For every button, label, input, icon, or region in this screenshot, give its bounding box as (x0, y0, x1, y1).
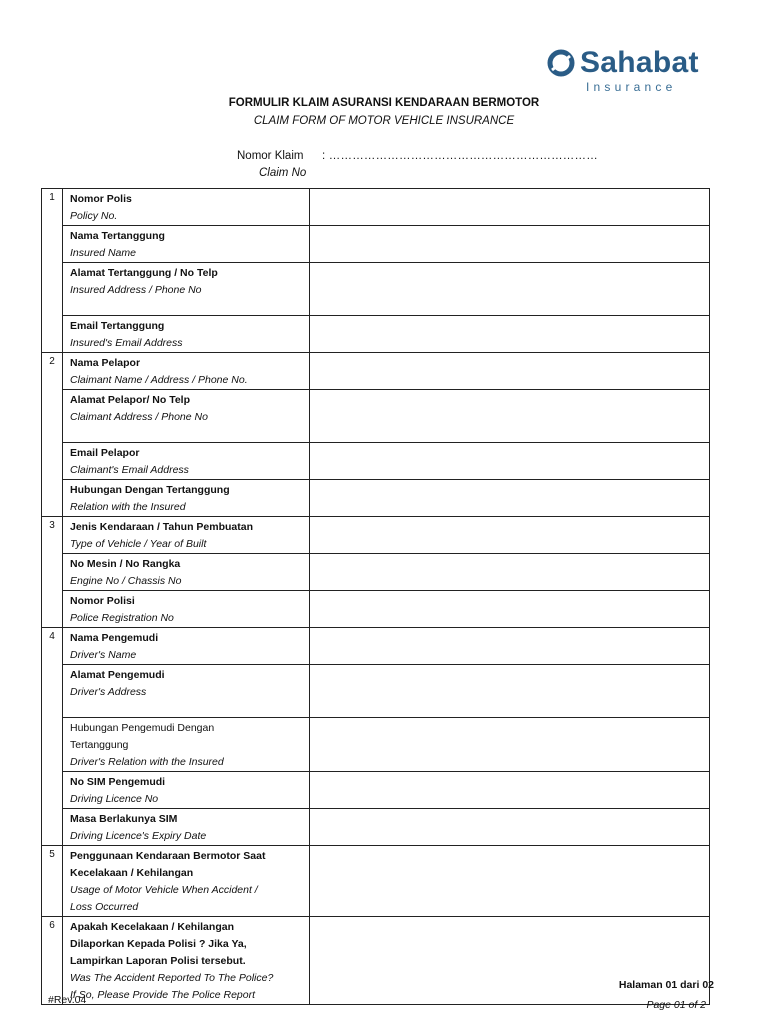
licence-expiry-input[interactable] (310, 809, 710, 846)
claim-number-label-english: Claim No (259, 167, 307, 179)
field-label-en: Driver's Relation with the Insured (70, 756, 224, 768)
field-label-id: Nama Pelapor (70, 357, 141, 369)
logo-subtitle: Insurance (586, 80, 677, 94)
claim-number-label: Nomor Klaim (237, 150, 304, 162)
engine-chassis-input[interactable] (310, 554, 710, 591)
field-label-en: Insured Name (70, 247, 136, 259)
table-row (42, 517, 710, 554)
revision-label: #Rev.04 (48, 994, 87, 1006)
field-label-en: Policy No. (70, 210, 118, 222)
field-label-id: Alamat Tertanggung / No Telp (70, 267, 218, 279)
field-label-id: Apakah Kecelakaan / Kehilangan (70, 921, 234, 933)
field-label-en: If So, Please Provide The Police Report (70, 989, 256, 1001)
field-label-en: Claimant Name / Address / Phone No. (70, 374, 248, 386)
company-logo (546, 44, 706, 98)
field-label-id: Dilaporkan Kepada Polisi ? Jika Ya, (70, 938, 247, 950)
form-title: FORMULIR KLAIM ASURANSI KENDARAAN BERMOTOR (228, 97, 540, 109)
section-number: 3 (42, 517, 63, 628)
driving-licence-input[interactable] (310, 772, 710, 809)
field-label-en: Usage of Motor Vehicle When Accident / (70, 884, 258, 896)
field-label-id: Kecelakaan / Kehilangan (70, 867, 194, 879)
field-label (63, 316, 310, 353)
field-label (63, 189, 310, 226)
insured-email-input[interactable] (310, 316, 710, 353)
driver-relation-input[interactable] (310, 718, 710, 772)
field-label-en: Engine No / Chassis No (70, 575, 182, 587)
section-number: 4 (42, 628, 63, 846)
logo-wordmark: Sahabat (580, 46, 699, 79)
field-label-id: Nomor Polisi (70, 595, 135, 607)
field-label-en: Police Registration No (70, 612, 174, 624)
table-row (42, 665, 710, 718)
section-number: 6 (42, 917, 63, 1005)
field-label-en: Loss Occurred (70, 901, 139, 913)
field-label (63, 772, 310, 809)
table-row (42, 443, 710, 480)
table-row (42, 316, 710, 353)
field-label (63, 517, 310, 554)
relation-with-insured-input[interactable] (310, 480, 710, 517)
section-number: 2 (42, 353, 63, 517)
policy-number-input[interactable] (310, 189, 710, 226)
field-label-en: Driving Licence's Expiry Date (70, 830, 207, 842)
table-row (42, 628, 710, 665)
vehicle-usage-input[interactable] (310, 846, 710, 917)
field-label-id: Nama Tertanggung (70, 230, 165, 242)
table-row (42, 189, 710, 226)
field-label-en: Driving Licence No (70, 793, 159, 805)
field-label-id: Hubungan Dengan Tertanggung (70, 484, 230, 496)
field-label-id: Alamat Pengemudi (70, 669, 165, 681)
table-row (42, 917, 710, 1005)
claim-number-field[interactable]: : …………………………………………………………… (322, 150, 598, 162)
claimant-email-input[interactable] (310, 443, 710, 480)
insured-name-input[interactable] (310, 226, 710, 263)
page-number-english: Page 01 of 2 (646, 999, 706, 1011)
field-label (63, 809, 310, 846)
field-label-en: Insured Address / Phone No (70, 284, 202, 296)
table-row (42, 353, 710, 390)
form-title-english: CLAIM FORM OF MOTOR VEHICLE INSURANCE (253, 115, 515, 127)
field-label-id: Nomor Polis (70, 193, 132, 205)
table-row (42, 718, 710, 772)
table-row (42, 846, 710, 917)
table-row (42, 226, 710, 263)
table-row (42, 480, 710, 517)
field-label (63, 718, 310, 772)
field-label-en: Claimant's Email Address (70, 464, 189, 476)
section-number: 5 (42, 846, 63, 917)
field-label (63, 591, 310, 628)
field-label-id: Jenis Kendaraan / Tahun Pembuatan (70, 521, 254, 533)
driver-name-input[interactable] (310, 628, 710, 665)
field-label-en: Type of Vehicle / Year of Built (70, 538, 207, 550)
vehicle-type-input[interactable] (310, 517, 710, 554)
field-label (63, 443, 310, 480)
table-row (42, 263, 710, 316)
table-row (42, 554, 710, 591)
field-label (63, 628, 310, 665)
field-label (63, 480, 310, 517)
claimant-name-input[interactable] (310, 353, 710, 390)
field-label-id: Alamat Pelapor/ No Telp (70, 394, 190, 406)
field-label-id: Masa Berlakunya SIM (70, 813, 178, 825)
section-number: 1 (42, 189, 63, 353)
claimant-address-input[interactable] (310, 390, 710, 443)
table-row (42, 390, 710, 443)
field-label (63, 554, 310, 591)
field-label-id: Tertanggung (70, 739, 129, 751)
field-label (63, 846, 310, 917)
field-label-id: No Mesin / No Rangka (70, 558, 181, 570)
field-label-en: Driver's Address (70, 686, 147, 698)
field-label (63, 390, 310, 443)
claim-form-table (41, 188, 710, 1005)
field-label (63, 263, 310, 316)
field-label-id: No SIM Pengemudi (70, 776, 166, 788)
field-label-en: Relation with the Insured (70, 501, 186, 513)
sahabat-logo-icon (546, 48, 576, 78)
field-label-id: Hubungan Pengemudi Dengan (70, 722, 215, 734)
field-label-en: Claimant Address / Phone No (70, 411, 208, 423)
field-label (63, 917, 310, 1005)
field-label-id: Lampirkan Laporan Polisi tersebut. (70, 955, 246, 967)
police-registration-input[interactable] (310, 591, 710, 628)
table-row (42, 591, 710, 628)
field-label-id: Penggunaan Kendaraan Bermotor Saat (70, 850, 266, 862)
driver-address-input[interactable] (310, 665, 710, 718)
field-label-id: Email Tertanggung (70, 320, 165, 332)
table-row (42, 809, 710, 846)
field-label (63, 353, 310, 390)
field-label-id: Nama Pengemudi (70, 632, 159, 644)
insured-address-input[interactable] (310, 263, 710, 316)
field-label-en: Was The Accident Reported To The Police? (70, 972, 274, 984)
field-label-en: Insured's Email Address (70, 337, 183, 349)
field-label-id: Email Pelapor (70, 447, 140, 459)
page-number: Halaman 01 dari 02 (618, 979, 714, 991)
field-label (63, 226, 310, 263)
field-label-en: Driver's Name (70, 649, 137, 661)
table-row (42, 772, 710, 809)
field-label (63, 665, 310, 718)
